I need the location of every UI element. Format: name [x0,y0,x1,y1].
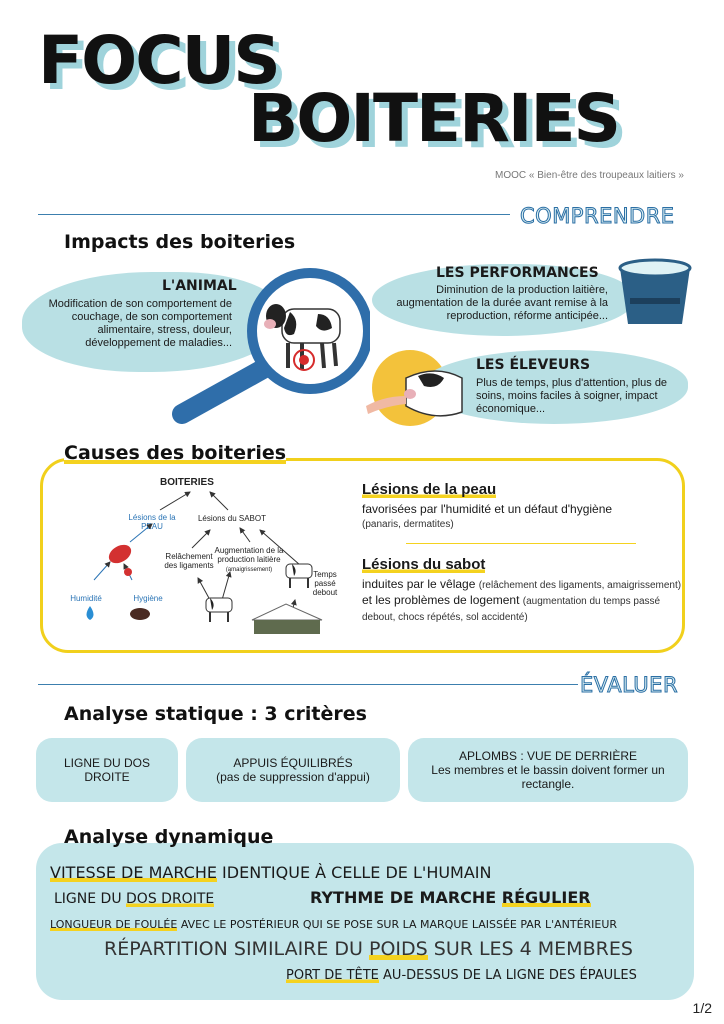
lesions-sabot-detail-b: (augmentation du temps passé debout, chocs répétés, sol accidenté) [362,596,661,623]
lesions-sabot-text-b: et les problèmes de logement [362,593,520,607]
section-divider [38,214,510,215]
dynamic-highlight: POIDS [369,938,428,960]
diagram-amaigrissement: (amaigrissement) [225,567,273,573]
magnifier-cow-illustration [160,264,370,424]
dynamic-highlight: RÉGULIER [501,888,591,907]
farmer-cow-illustration [366,358,466,420]
dynamic-highlight: VITESSE DE MARCHE [50,863,217,882]
performances-text: Diminution de la production laitière, augmentation de la durée avant remise à la reproduction, réforme anticipée... [396,284,608,322]
dynamic-line-4: RÉPARTITION SIMILAIRE DU POIDS SUR LES 4 MEMBRES [104,938,633,960]
animal-text: Modification de son comportement de couchage, de son comportement alimentaire, stress, douleur, développement de maladies... [48,298,232,349]
diagram-sabot: Lésions du SABOT [197,514,267,523]
criterion-title: APLOMBS : VUE DE DERRIÈRE [458,749,638,763]
criterion-title: APPUIS ÉQUILIBRÉS [233,756,353,770]
criterion-1 [36,738,178,802]
criterion-2 [186,738,400,802]
lesions-peau-text: favorisées par l'humidité et un défaut d'hygiène [362,502,613,516]
dynamic-line-2b: RYTHME DE MARCHE RÉGULIER [310,888,591,907]
impacts-heading: Impacts des boiteries [64,231,296,253]
criterion-text: Les membres et le bassin doivent former un rectangle. [431,763,665,791]
diagram-humidite: Humidité [70,594,102,603]
diagram-relachement: Relâchement des ligaments [164,552,214,570]
lesions-sabot-text-a: induites par le vêlage [362,577,476,591]
diagram-augmentation: Augmentation de la production laitière [214,546,284,564]
eleveurs-text: Plus de temps, plus d'attention, plus de soins, moins faciles à soigner, impact économique... [476,377,668,415]
diagram-temps: Temps passé debout [312,570,338,597]
milk-bucket-icon [614,252,696,330]
title-line2: BOITERIES [248,80,620,157]
criterion-3 [408,738,688,802]
dynamic-line-3: LONGUEUR DE FOULÉE AVEC LE POSTÉRIEUR QUI SE POSE SUR LA MARQUE LAISSÉE PAR L'ANTÉRIEUR [50,918,618,931]
subtitle: MOOC « Bien-être des troupeaux laitiers » [495,170,684,181]
lesions-sabot-title: Lésions du sabot [362,556,486,573]
diagram-peau: Lésions de la PEAU [128,513,176,531]
eleveurs-title: LES ÉLEVEURS [476,357,591,373]
title-line1: FOCUS [38,22,279,99]
section-title-comprendre: COMPRENDRE [520,204,675,228]
diagram-root: BOITERIES [160,477,214,488]
criterion-title: LIGNE DU DOS DROITE [63,756,150,784]
lesions-sabot-text [362,577,682,625]
criterion-text: (pas de suppression d'appui) [216,770,370,784]
lesions-peau-title: Lésions de la peau [362,481,497,498]
animal-title: L'ANIMAL [162,278,237,294]
lesions-divider [406,543,636,544]
diagram-hygiene: Hygiène [133,594,163,603]
dynamic-heading: Analyse dynamique [64,826,274,848]
performances-title: LES PERFORMANCES [436,265,599,281]
page-number: 1/2 [692,1000,712,1016]
static-heading: Analyse statique : 3 critères [64,703,367,725]
section-divider [38,684,578,685]
causes-diagram-arrows [60,470,360,650]
dynamic-line-5: PORT DE TÊTE AU-DESSUS DE LA LIGNE DES ÉPAULES [286,968,637,983]
dynamic-line-1: VITESSE DE MARCHE IDENTIQUE À CELLE DE L'HUMAIN [50,863,492,882]
section-title-evaluer: ÉVALUER [580,673,679,697]
dynamic-highlight: DOS DROITE [126,891,215,907]
dynamic-highlight: LONGUEUR DE FOULÉE [50,918,178,931]
lesions-peau-detail: (panaris, dermatites) [362,519,454,530]
dynamic-highlight: PORT DE TÊTE [286,968,379,983]
dynamic-line-2a: LIGNE DU DOS DROITE [54,891,215,907]
lesions-sabot-detail-a: (relâchement des ligaments, amaigrissement) [478,580,682,591]
causes-heading: Causes des boiteries [64,442,287,464]
